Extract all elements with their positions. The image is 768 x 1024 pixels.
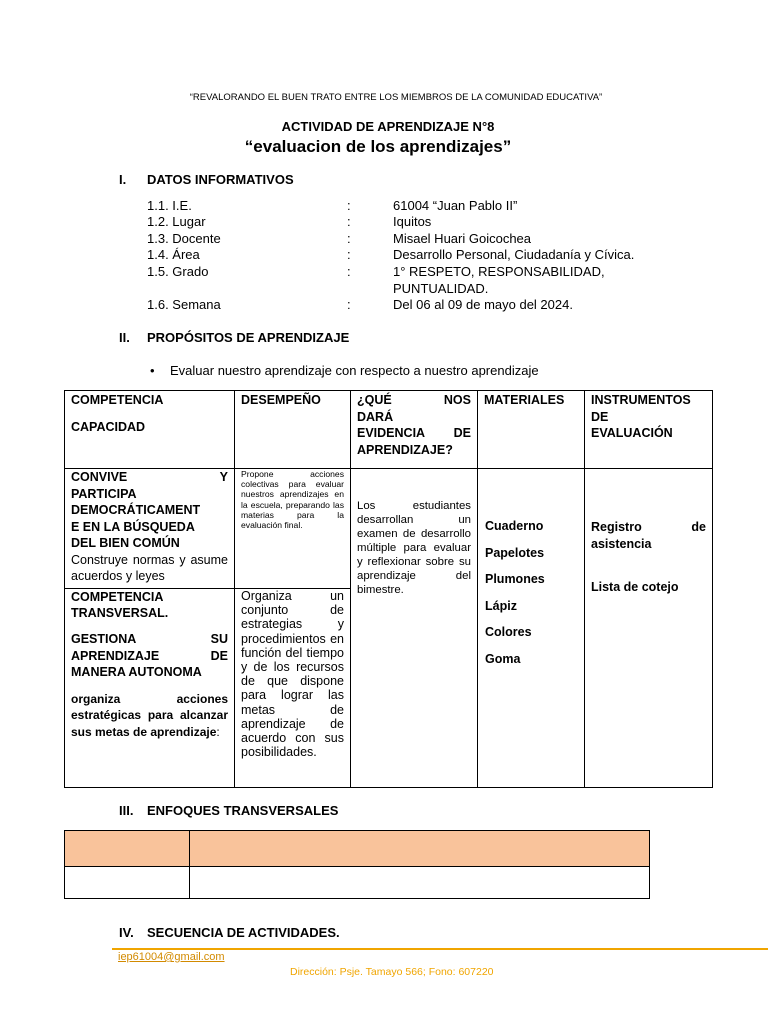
competencia-convive-cell: CONVIVE Y PARTICIPA DEMOCRÁTICAMENT E EN LA BÚSQUEDA DEL BIEN COMÚN Construye normas y asume acuerdos y leyes [65, 469, 235, 589]
footer-divider [112, 948, 768, 950]
enfoques-header-cell [190, 831, 650, 867]
capacidad-organiza: organiza acciones estratégicas para alcanzar sus metas de aprendizaje: [71, 691, 228, 739]
header-materiales-cell: MATERIALES [478, 391, 585, 469]
section-heading-datos: I. DATOS INFORMATIVOS [119, 172, 294, 187]
header-instrumentos-cell: INSTRUMENTOS DE EVALUACIÓN [585, 391, 713, 469]
purpose-bullet: • Evaluar nuestro aprendizaje con respecto a nuestro aprendizaje [150, 363, 539, 378]
activity-title: ACTIVIDAD DE APRENDIZAJE N°8 [281, 119, 495, 134]
motto: “REVALORANDO EL BUEN TRATO ENTRE LOS MIEMBROS DE LA COMUNIDAD EDUCATIVA” [189, 92, 603, 103]
section-heading-secuencia: IV. SECUENCIA DE ACTIVIDADES. [119, 925, 340, 940]
table-row [65, 867, 650, 899]
table-header-row [65, 391, 713, 469]
header-competencia-cell: COMPETENCIA CAPACIDAD [65, 391, 235, 469]
activity-subtitle: “evaluacion de los aprendizajes” [244, 137, 512, 156]
enfoques-table [64, 830, 650, 899]
header-evidencia-cell: ¿QUÉ NOS DARÁ EVIDENCIA DE APRENDIZAJE? [351, 391, 478, 469]
footer-address: Dirección: Psje. Tamayo 566; Fono: 607220 [290, 966, 494, 978]
enfoques-cell [190, 867, 650, 899]
enfoques-header-row [65, 831, 650, 867]
desempeno-organiza-cell: Organiza un conjunto de estrategias y procedimientos en función del tiempo y de los recursos de que dispone para lograr las metas de aprendizaje de acuerdo con sus posibilidades. [235, 589, 351, 788]
desempeno-propone-cell: Propone acciones colectivas para evaluar nuestros aprendizajes en la escuela, preparando las materias para la evaluación final. [235, 469, 351, 589]
section-heading-enfoques: III. ENFOQUES TRANSVERSALES [119, 803, 339, 818]
evidencia-cell: Los estudiantes desarrollan un examen de desarrollo múltiple para evaluar y reflexionar sobre su aprendizaje del bimestre. [351, 469, 478, 788]
bullet-icon: • [150, 363, 155, 378]
header-desempeno-cell: DESEMPEÑO [235, 391, 351, 469]
instrumentos-cell: Registro de asistencia Lista de cotejo [585, 469, 713, 788]
enfoques-cell [65, 867, 190, 899]
enfoques-header-cell [65, 831, 190, 867]
section-heading-propositos: II. PROPÓSITOS DE APRENDIZAJE [119, 330, 350, 345]
table-row [65, 469, 713, 589]
competencia-transversal-cell: COMPETENCIA TRANSVERSAL. GESTIONA SU APRENDIZAJE DE MANERA AUTONOMA organiza acciones estratégicas para alcanzar sus metas de aprendizaje: [65, 589, 235, 788]
footer-email-link[interactable]: iep61004@gmail.com [118, 951, 225, 963]
materiales-cell: Cuaderno Papelotes Plumones Lápiz Colores Goma [478, 469, 585, 788]
learning-table [64, 390, 713, 788]
